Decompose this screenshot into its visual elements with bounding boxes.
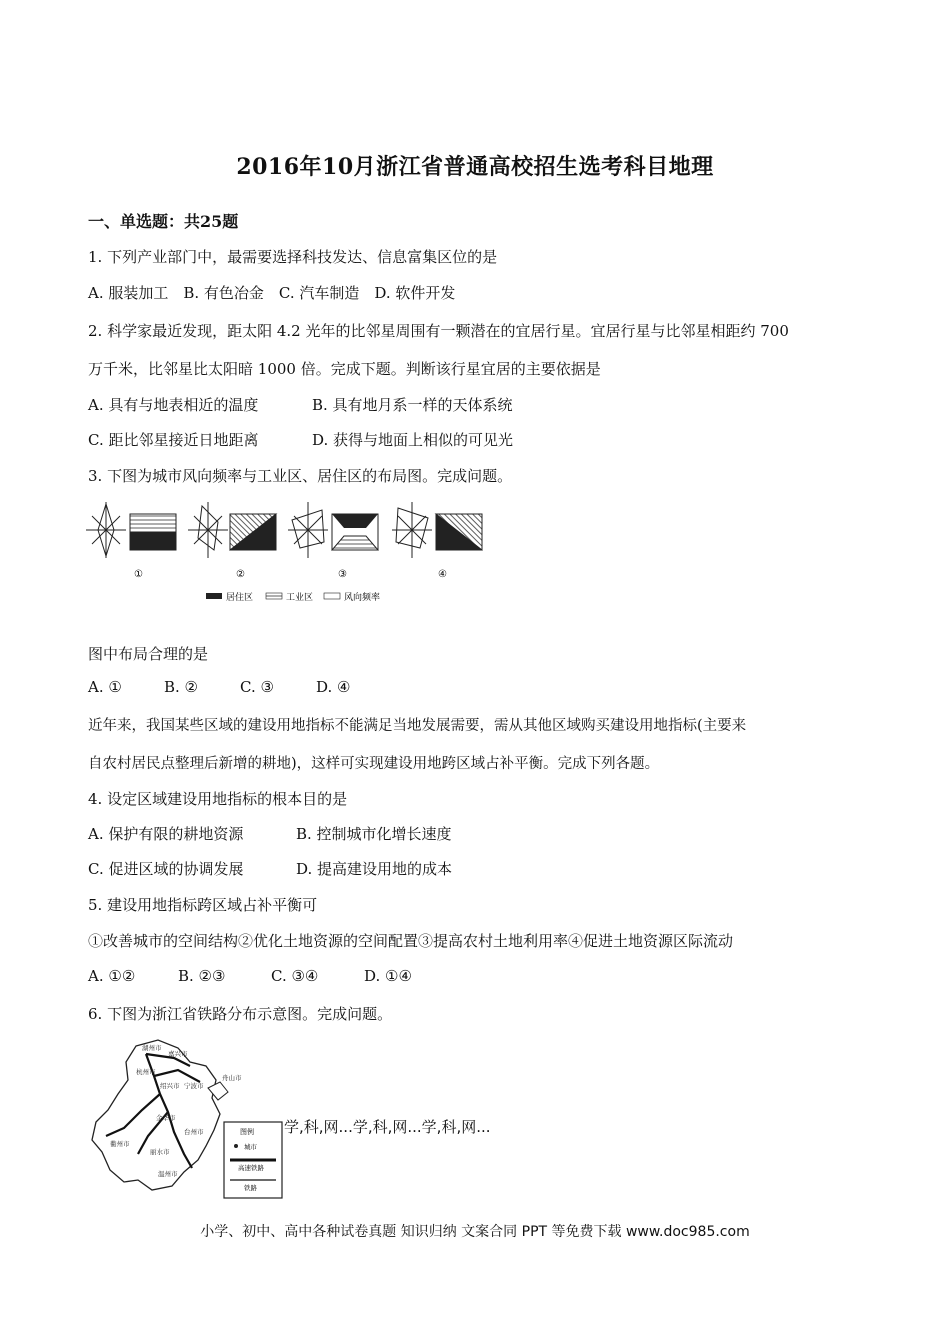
city-label: 绍兴市 <box>160 1082 180 1090</box>
legend-wind: 风向频率 <box>344 593 381 603</box>
city-label: 湖州市 <box>142 1044 162 1052</box>
q3-question: 图中布局合理的是 <box>88 645 209 663</box>
legend-industrial: 工业区 <box>286 593 314 603</box>
legend-residential: 居住区 <box>226 593 254 603</box>
residential-zone <box>130 532 176 550</box>
passage-line2: 自农村居民点整理后新增的耕地)，这样可实现建设用地跨区域占补平衡。完成下列各题。 <box>88 756 660 772</box>
legend-swatch-industrial <box>266 593 282 599</box>
q2-stem-line2: 万千米，比邻星比太阳暗 1000 倍。完成下题。判断该行星宜居的主要依据是 <box>88 360 601 378</box>
panel-3 <box>288 502 378 558</box>
q5-option-a: A. ①② <box>88 967 136 985</box>
wind-rose-1 <box>86 502 126 558</box>
city-label: 丽水市 <box>150 1148 170 1156</box>
q5-items: ①改善城市的空间结构②优化土地资源的空间配置③提高农村土地利用率④促进土地资源区际流动 <box>88 932 734 950</box>
panel-1 <box>86 502 176 558</box>
city-label: 温州市 <box>158 1170 178 1178</box>
city-label: 衢州市 <box>110 1140 130 1148</box>
q4-option-d: D. 提高建设用地的成本 <box>296 860 453 878</box>
q3-option-b: B. ② <box>164 678 199 696</box>
city-label: 金华市 <box>156 1114 176 1122</box>
q2-stem-line1: 2. 科学家最近发现，距太阳 4.2 光年的比邻星周围有一颗潜在的宜居行星。宜居行星与比邻星相距约 700 <box>88 322 789 340</box>
q1-options: A. 服装加工 B. 有色冶金 C. 汽车制造 D. 软件开发 <box>88 284 456 302</box>
q4-option-c: C. 促进区域的协调发展 <box>88 860 244 878</box>
q3-option-a: A. ① <box>88 678 122 696</box>
q1-stem: 1. 下列产业部门中，最需要选择科技发达、信息富集区位的是 <box>88 248 498 266</box>
wind-rose-4 <box>392 502 432 558</box>
section-heading: 一、单选题：共25题 <box>88 212 239 231</box>
legend-highspeed: 高速铁路 <box>238 1164 264 1172</box>
q4-option-b: B. 控制城市化增长速度 <box>296 825 452 843</box>
q2-option-b: B. 具有地月系一样的天体系统 <box>312 396 513 414</box>
industrial-zone <box>130 514 176 532</box>
q6-stem: 6. 下图为浙江省铁路分布示意图。完成问题。 <box>88 1005 393 1023</box>
q3-stem: 3. 下图为城市风向频率与工业区、居住区的布局图。完成问题。 <box>88 467 513 485</box>
panel-2 <box>188 502 276 558</box>
wind-rose-2 <box>188 502 228 558</box>
legend-city: 城市 <box>244 1143 257 1151</box>
q2-option-a: A. 具有与地表相近的温度 <box>88 396 259 414</box>
panel-4 <box>392 502 482 558</box>
legend-swatch-residential <box>206 593 222 599</box>
q4-option-a: A. 保护有限的耕地资源 <box>88 825 244 843</box>
city-label: 宁波市 <box>184 1082 204 1090</box>
map-legend <box>224 1122 282 1198</box>
q3-option-d: D. ④ <box>316 678 351 696</box>
wind-rose-3 <box>288 502 328 558</box>
legend-title: 图例 <box>240 1128 254 1136</box>
zhejiang-railway-map <box>88 1036 288 1202</box>
passage-line1: 近年来，我国某些区域的建设用地指标不能满足当地发展需要，需从其他区域购买建设用地指标(主要来 <box>88 718 747 734</box>
q5-option-b: B. ②③ <box>178 967 226 985</box>
page-title: 2016年10月浙江省普通高校招生选考科目地理 <box>236 154 714 180</box>
panel-label-1: ① <box>134 569 143 580</box>
q2-option-c: C. 距比邻星接近日地距离 <box>88 431 259 449</box>
q5-option-c: C. ③④ <box>271 967 319 985</box>
city-label: 舟山市 <box>222 1074 242 1082</box>
q4-stem: 4. 设定区域建设用地指标的根本目的是 <box>88 790 348 808</box>
wind-layout-figure <box>86 498 496 610</box>
panel-label-4: ④ <box>438 569 447 580</box>
legend-railway: 铁路 <box>244 1184 257 1192</box>
q5-stem: 5. 建设用地指标跨区域占补平衡可 <box>88 896 318 914</box>
page-footer: 小学、初中、高中各种试卷真题 知识归纳 文案合同 PPT 等免费下载 www.doc985.com <box>200 1224 750 1240</box>
city-label: 嘉兴市 <box>168 1050 188 1058</box>
legend-swatch-wind <box>324 593 340 599</box>
q3-options <box>88 678 350 696</box>
q2-option-d: D. 获得与地面上相似的可见光 <box>312 431 514 449</box>
q3-option-c: C. ③ <box>240 678 274 696</box>
panel-label-2: ② <box>236 569 245 580</box>
watermark-text: 学,科,网...学,科,网...学,科,网... <box>284 1118 491 1136</box>
panel-label-3: ③ <box>338 569 347 580</box>
city-label: 台州市 <box>184 1128 204 1136</box>
city-label: 杭州市 <box>136 1068 156 1076</box>
q5-option-d: D. ①④ <box>364 967 412 985</box>
q5-options <box>88 967 412 985</box>
